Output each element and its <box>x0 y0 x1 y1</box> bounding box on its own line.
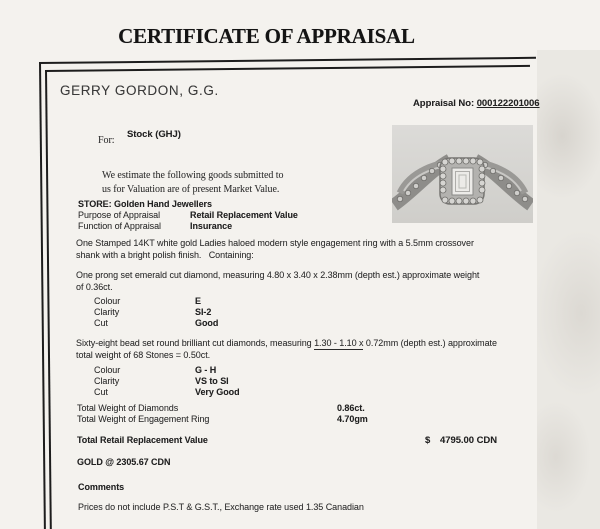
stone2-description-line2: total weight of 68 Stones = 0.50ct. <box>76 350 211 360</box>
stone2-measuring-suffix: 0.72mm (depth est.) approximate <box>363 338 497 348</box>
appraisal-number-value: 000122201006 <box>476 98 540 109</box>
stone2-colour-label: Colour <box>94 365 121 375</box>
page-title: CERTIFICATE OF APPRAISAL <box>118 24 415 48</box>
currency-symbol: $ <box>425 435 431 446</box>
stone1-description-line1: One prong set emerald cut diamond, measuring 4.80 x 3.40 x 2.38mm (depth est.) approximate weight <box>76 270 480 280</box>
stone1-cut-label: Cut <box>94 318 108 328</box>
stone2-clarity-label: Clarity <box>94 376 120 386</box>
purpose-value: Retail Replacement Value <box>190 210 298 220</box>
function-value: Insurance <box>190 221 233 231</box>
stone2-cut-value: Very Good <box>195 387 240 397</box>
appraisal-number-label: Appraisal No: <box>413 98 477 109</box>
estimate-statement-line2: us for Valuation are of present Market Value. <box>102 184 280 195</box>
appraiser-name: GERRY GORDON, G.G. <box>60 83 219 98</box>
retail-value-label: Total Retail Replacement Value <box>77 435 208 445</box>
estimate-statement-line1: We estimate the following goods submitted to <box>102 170 284 181</box>
stone2-description-line1 <box>76 339 497 348</box>
comments-heading: Comments <box>78 482 125 492</box>
item-description-line1: One Stamped 14KT white gold Ladies haloed modern style engagement ring with a 5.5mm crossover <box>76 238 474 248</box>
stone1-colour-value: E <box>195 296 201 306</box>
comments-text: Prices do not include P.S.T & G.S.T., Exchange rate used 1.35 Canadian <box>78 502 364 512</box>
stone2-colour-value: G - H <box>195 365 217 375</box>
stone1-description-line2: of 0.36ct. <box>76 282 113 292</box>
stone1-clarity-label: Clarity <box>94 307 120 317</box>
appraisal-number-line <box>413 99 540 109</box>
store-line: STORE: Golden Hand Jewellers <box>78 199 212 209</box>
stone1-cut-value: Good <box>195 318 219 328</box>
ring-photo <box>392 125 533 223</box>
total-diamonds-label: Total Weight of Diamonds <box>77 403 179 413</box>
scan-edge-artifact <box>537 50 600 529</box>
engagement-ring-illustration <box>392 125 533 223</box>
stone1-clarity-value: SI-2 <box>195 307 212 317</box>
for-value: Stock (GHJ) <box>127 129 181 140</box>
total-diamonds-value: 0.86ct. <box>337 403 365 413</box>
total-ring-weight-value: 4.70gm <box>337 414 368 424</box>
function-label: Function of Appraisal <box>78 221 162 231</box>
gold-rate-line: GOLD @ 2305.67 CDN <box>77 457 171 467</box>
item-description-line2: shank with a bright polish finish. Containing: <box>76 250 254 260</box>
stone2-measurement-underlined: 1.30 - 1.10 x <box>314 338 364 348</box>
stone2-measuring-prefix: Sixty-eight bead set round brilliant cut diamonds, measuring <box>76 338 315 348</box>
for-label: For: <box>98 135 115 146</box>
total-ring-weight-label: Total Weight of Engagement Ring <box>77 414 210 424</box>
stone1-colour-label: Colour <box>94 296 121 306</box>
stone2-clarity-value: VS to SI <box>195 376 229 386</box>
stone2-cut-label: Cut <box>94 387 108 397</box>
purpose-label: Purpose of Appraisal <box>78 210 161 220</box>
retail-value-amount: 4795.00 CDN <box>440 435 498 446</box>
